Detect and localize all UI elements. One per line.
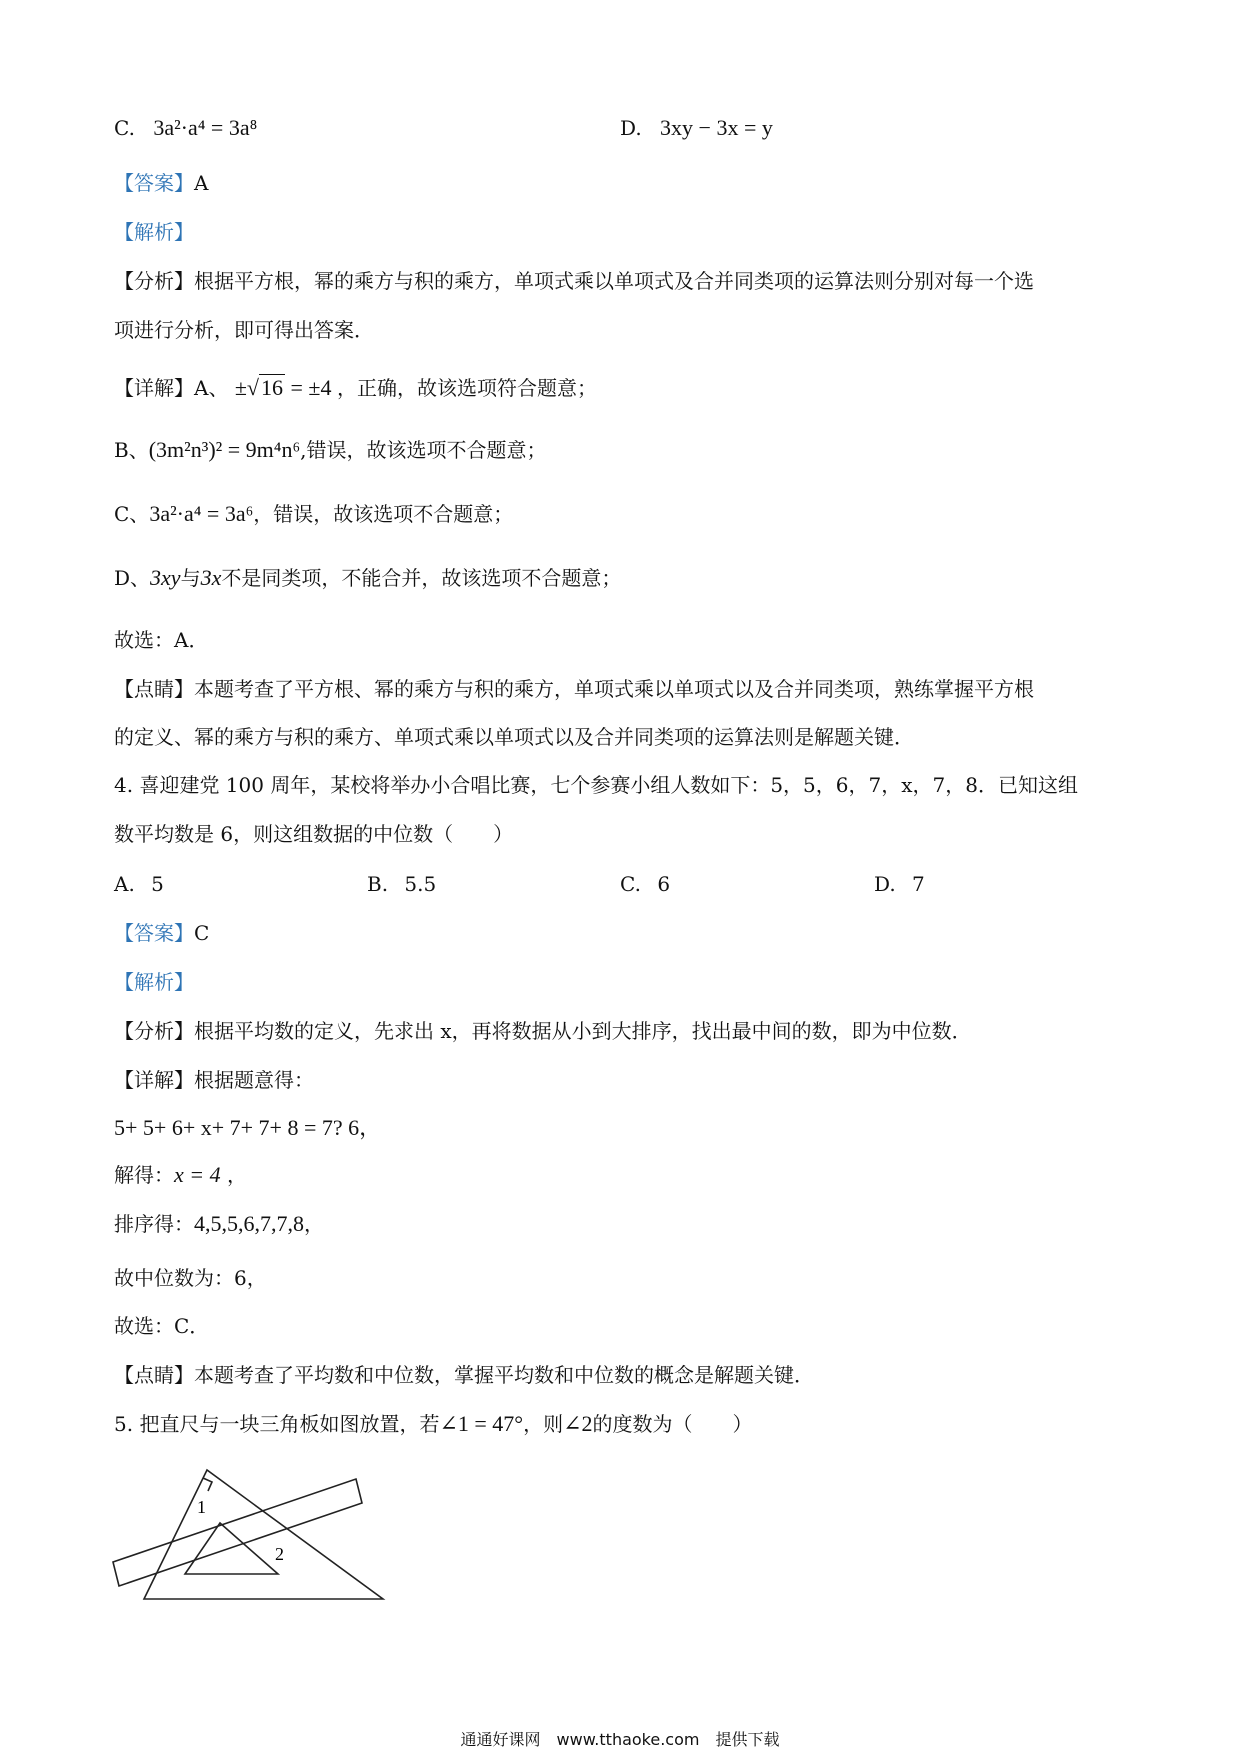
sort-math: 4,5,5,6,7,7,8 — [194, 1211, 304, 1236]
answer-tag: 【答案】 — [114, 171, 194, 195]
option-label: B. — [367, 872, 389, 896]
dianjing-tag: 【点睛】 — [114, 677, 194, 701]
q4-analysis-tag: 【解析】 — [114, 970, 194, 994]
item-math: (3m²n³)² = 9m⁴n⁶ — [148, 437, 301, 462]
item-prefix: D、 — [114, 566, 151, 590]
option-expression: 3a²·a⁴ = 3a⁸ — [153, 115, 258, 140]
q3-dianjing-line1 — [114, 675, 1034, 703]
solve-math: x = 4 — [174, 1162, 221, 1187]
radicand: 16 — [260, 375, 283, 400]
option-label: D. — [874, 872, 896, 896]
q4-option-c — [620, 870, 670, 898]
option-value: 6 — [657, 872, 671, 896]
q3-xiangjie-c — [114, 500, 513, 528]
q4-solve — [114, 1161, 247, 1189]
answer-value: C — [194, 921, 210, 945]
q5-stem — [114, 1410, 753, 1438]
q4-equation: 5+ 5+ 6+ x+ 7+ 7+ 8 = 7? 6， — [114, 1115, 382, 1140]
q3-xiangjie-a — [114, 374, 597, 402]
ruler-triangle-figure — [110, 1465, 390, 1605]
q4-option-d — [874, 870, 925, 898]
q4-stem-line2: 数平均数是 6，则这组数据的中位数（ ） — [114, 822, 514, 846]
ruler — [113, 1479, 362, 1586]
option-value: 5.5 — [404, 872, 437, 896]
sort-suffix: ， — [304, 1212, 324, 1236]
fenxi-text: 根据平均数的定义，先求出 x，再将数据从小到大排序，找出最中间的数，即为中位数． — [194, 1019, 972, 1043]
q3-choose: 故选：A． — [114, 628, 209, 652]
q4-option-a — [114, 870, 164, 898]
q3-xiangjie-d — [114, 564, 621, 592]
q4-xiangjie — [114, 1066, 314, 1094]
dianjing-text: 本题考查了平方根、幂的乘方与积的乘方，单项式乘以单项式以及合并同类项，熟练掌握平方根 — [194, 677, 1034, 701]
fenxi-tag: 【分析】 — [114, 1019, 194, 1043]
item-math: 3xy — [150, 565, 181, 590]
q4-fenxi — [114, 1017, 972, 1045]
option-value: 5 — [151, 872, 164, 896]
dianjing-text: 本题考查了平均数和中位数，掌握平均数和中位数的概念是解题关键． — [194, 1363, 814, 1387]
item-text: ,错误，故该选项不合题意； — [300, 438, 547, 462]
stem-text: ，则 — [523, 1412, 564, 1436]
q4-stem-line1: 4. 喜迎建党 100 周年，某校将举办小合唱比赛，七个参赛小组人数如下：5，5，6，7，x，7，8．已知这组 — [114, 773, 1078, 797]
stem-math: ∠2 — [563, 1411, 593, 1436]
fenxi-tag: 【分析】 — [114, 269, 194, 293]
q3-xiangjie-b — [114, 436, 546, 464]
option-label: C. — [620, 872, 641, 896]
angle-1-label: 1 — [197, 1497, 206, 1517]
option-value: 7 — [912, 872, 925, 896]
stem-text: 5. 把直尺与一块三角板如图放置，若 — [114, 1412, 440, 1436]
option-expression: 3xy − 3x = y — [660, 115, 773, 140]
answer-tag: 【答案】 — [114, 921, 194, 945]
outer-triangle — [144, 1470, 383, 1599]
right-angle-mark — [203, 1478, 212, 1491]
fenxi-text: 根据平方根，幂的乘方与积的乘方，单项式乘以单项式及合并同类项的运算法则分别对每一个选 — [194, 269, 1034, 293]
angle-2-label: 2 — [275, 1544, 284, 1564]
footer-source: 通通好课网 www.tthaoke.com 提供下载 — [460, 1730, 780, 1749]
item-prefix: A、 — [194, 376, 229, 400]
item-text: ，正确，故该选项符合题意； — [336, 376, 597, 400]
option-label: C. — [114, 116, 135, 140]
q4-dianjing — [114, 1361, 814, 1389]
q4-option-b — [367, 870, 436, 898]
q3-option-c — [114, 114, 257, 142]
q4-choose: 故选：C． — [114, 1314, 210, 1338]
xiangjie-tag: 【详解】 — [114, 376, 194, 400]
stem-text: 的度数为（ ） — [592, 1412, 753, 1436]
option-label: D. — [620, 116, 642, 140]
q3-dianjing-line2: 的定义、幂的乘方与积的乘方、单项式乘以单项式以及合并同类项的运算法则是解题关键． — [114, 725, 914, 749]
sqrt-expression: ±√16 = ±4 — [234, 375, 332, 400]
sort-label: 排序得： — [114, 1212, 194, 1236]
solve-suffix: ， — [220, 1163, 247, 1187]
stem-math: ∠1 = 47° — [439, 1411, 524, 1436]
q4-sort — [114, 1210, 324, 1238]
item-math: 3a²·a⁴ = 3a⁶ — [149, 501, 254, 526]
inner-triangle — [185, 1523, 278, 1574]
dianjing-tag: 【点睛】 — [114, 1363, 194, 1387]
item-math: 3x — [200, 565, 222, 590]
sqrt-result: = ±4 — [290, 375, 332, 400]
q3-option-d — [620, 114, 773, 142]
q3-analysis-tag: 【解析】 — [114, 220, 194, 244]
q3-fenxi-line1 — [114, 267, 1034, 295]
q3-fenxi-line2: 项进行分析，即可得出答案． — [114, 318, 374, 342]
item-text: 不是同类项，不能合并，故该选项不合题意； — [221, 566, 622, 590]
item-text: 与 — [180, 566, 201, 590]
q3-answer — [114, 169, 208, 197]
solve-label: 解得： — [114, 1163, 174, 1187]
item-prefix: B、 — [114, 438, 149, 462]
plus-minus: ± — [234, 375, 247, 400]
option-label: A. — [114, 872, 135, 896]
item-text: ，错误，故该选项不合题意； — [253, 502, 514, 526]
item-prefix: C、 — [114, 502, 150, 526]
xiangjie-text: 根据题意得： — [194, 1068, 314, 1092]
q4-answer — [114, 919, 209, 947]
xiangjie-tag: 【详解】 — [114, 1068, 194, 1092]
q4-median: 故中位数为：6， — [114, 1266, 267, 1290]
answer-value: A — [194, 171, 209, 195]
